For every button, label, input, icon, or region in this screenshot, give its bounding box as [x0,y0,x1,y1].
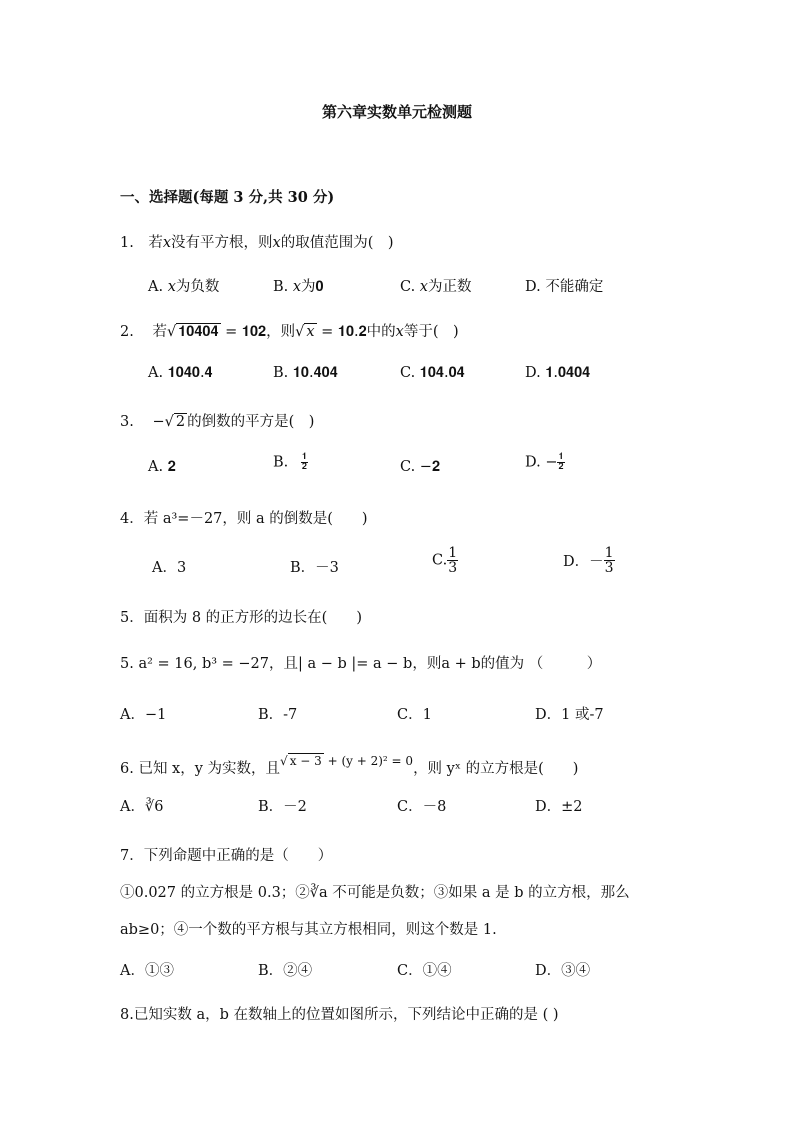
q1-option-c: C. 𝑥为正数 [400,279,472,295]
q3-pre: − [152,414,165,430]
q5b-option-d: D．1 或-7 [535,707,604,723]
fraction-denominator: 𝟐 [558,462,564,472]
fraction-denominator: 3 [604,560,614,576]
question-4-stem: 4．若 a³=－27，则 a 的倒数是( ) [120,511,368,527]
q4-option-d [563,546,615,575]
q6-post: ，则 yˣ 的立方根是( ) [413,761,579,777]
fraction-denominator: 𝟐 [301,462,307,472]
fraction-numerator: 𝟏 [558,452,564,462]
q3-option-b-fraction [301,453,308,472]
q6-equation-rest: + (y + 2)² = 0 [323,754,414,768]
q2-radicand-1: 𝟏𝟎𝟒𝟎𝟒 [178,324,219,340]
fraction-denominator: 3 [448,560,458,576]
question-1-stem: 1. 若𝑥没有平方根，则𝑥的取值范围为( ) [120,235,394,251]
q1-option-d: D. 不能确定 [525,279,604,295]
question-7-stem: 7．下列命题中正确的是（ ） [120,848,333,864]
question-5a-stem: 5．面积为 8 的正方形的边长在( ) [120,610,362,626]
q3-option-b-label: B. [273,454,289,471]
q6-sqrt: √ x − 3 [280,754,322,768]
q3-option-c: C. −𝟐 [400,459,441,475]
q7-option-b: B．②④ [258,963,313,979]
q2-option-a: A. 𝟏𝟎𝟒𝟎.𝟒 [148,365,213,381]
q6-pre: 6. 已知 x，y 为实数，且 [120,761,281,777]
q3-sqrt: √ 2 [164,414,186,430]
q2-number: 2. [120,324,134,340]
q7-option-c: C．①④ [397,963,452,979]
q4-option-b: B．－3 [290,560,339,576]
q1-option-b: B. 𝑥为𝟎 [273,279,324,295]
page-title: 第六章实数单元检测题 [321,103,472,121]
section-heading: 一、选择题(每题 3 分,共 30 分) [120,189,335,206]
q2-sqrt-1: √ 𝟏𝟎𝟒𝟎𝟒 [166,324,219,340]
q2-mid-2: = 𝟏𝟎.𝟐中的𝑥等于( ) [316,324,459,340]
q6-option-a: A．∛6 [120,799,164,815]
q6-option-b: B．－2 [258,799,307,815]
q2-radicand-2: 𝑥 [306,324,315,340]
q4-option-d-fraction [604,546,615,575]
q2-option-b: B. 𝟏𝟎.𝟒𝟎𝟒 [273,365,338,381]
q3-option-d-label: D. − [525,454,558,471]
q5b-option-c: C．1 [397,707,432,723]
q2-pre: 若 [152,324,167,340]
q4-option-c-label: C. [432,552,448,569]
q3-option-b [273,453,308,472]
q7-statements-line-1: ①0.027 的立方根是 0.3；②∛a 不可能是负数；③如果 a 是 b 的立方根，那么 [120,885,630,901]
q3-option-d [525,453,565,472]
q4-option-a: A．3 [152,560,187,576]
q1-option-a: A. 𝑥为负数 [148,279,220,295]
q3-option-a: A. 𝟐 [148,459,176,475]
q6-equation [280,754,413,768]
question-2-stem [120,320,459,341]
q4-option-c [432,546,458,575]
fraction-numerator: 𝟏 [301,452,307,462]
q7-option-a: A．①③ [120,963,174,979]
q7-statements-line-2: ab≥0；④一个数的平方根与其立方根相同，则这个数是 1. [120,922,497,938]
q5b-option-a: A．−1 [120,707,167,723]
q3-radicand: 2 [175,414,186,430]
q6-option-c: C．－8 [397,799,447,815]
q2-sqrt-2: √ 𝑥 [295,324,315,340]
q3-post: 的倒数的平方是( ) [187,414,315,430]
q4-option-c-fraction [447,546,458,575]
q5b-option-b: B．-7 [258,707,298,723]
q4-option-d-label: D．－ [563,554,604,570]
question-6-stem [120,754,579,778]
q2-mid-1: = 𝟏𝟎𝟐，则 [220,324,296,340]
question-3-stem [120,410,314,431]
question-8-stem: 8.已知实数 a，b 在数轴上的位置如图所示，下列结论中正确的是 ( ) [120,1007,559,1023]
question-5b-stem: 5. a² = 16, b³ = −27，且| a − b |= a − b，则a + b的值为 （ ） [120,656,602,672]
fraction-numerator: 1 [448,545,458,561]
q2-option-d: D. 𝟏.𝟎𝟒𝟎𝟒 [525,365,591,381]
q2-option-c: C. 𝟏𝟎𝟒.𝟎𝟒 [400,365,465,381]
q6-option-d: D．±2 [535,799,583,815]
fraction-numerator: 1 [604,545,614,561]
q7-option-d: D．③④ [535,963,591,979]
q3-option-d-fraction [557,453,564,472]
q6-radicand: x − 3 [289,754,322,768]
q3-number: 3. [120,414,134,430]
